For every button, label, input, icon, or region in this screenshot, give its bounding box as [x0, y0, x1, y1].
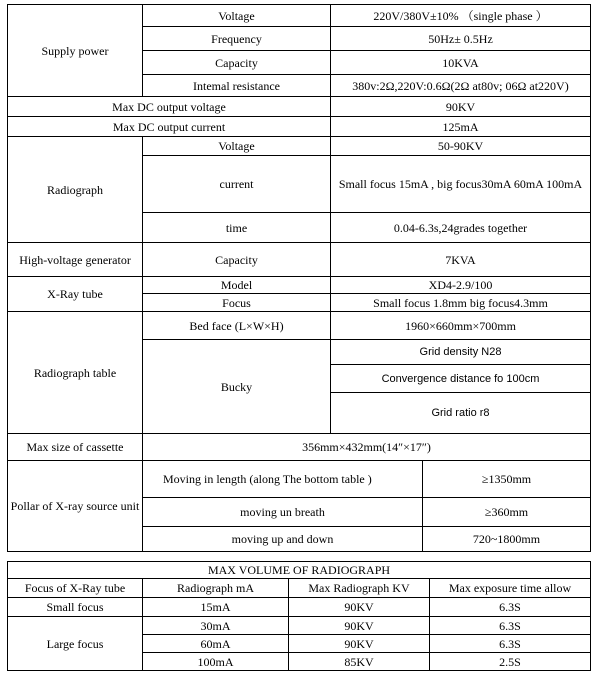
bucky-label: Bucky — [143, 340, 331, 434]
table-cell: 85KV — [289, 653, 430, 671]
table-row — [8, 117, 591, 137]
param-name: Focus — [143, 294, 331, 312]
hv-generator-label: High-voltage generator — [8, 243, 143, 277]
cassette-label: Max size of cassette — [8, 434, 143, 461]
table-row — [8, 617, 591, 635]
table-cell: 6.3S — [430, 598, 591, 617]
max-dc-voltage-value: 90KV — [331, 97, 591, 117]
bed-face-value: 1960×660mm×700mm — [331, 312, 591, 340]
xray-tube-label: X-Ray tube — [8, 277, 143, 312]
table-cell: 100mA — [143, 653, 289, 671]
radiograph-label: Radiograph — [8, 137, 143, 243]
table-row — [8, 277, 591, 294]
table-row — [8, 137, 591, 156]
table-row — [8, 5, 591, 27]
column-header: Focus of X-Ray tube — [8, 579, 143, 598]
table-header-row — [8, 579, 591, 598]
max-volume-table — [7, 561, 591, 671]
table-cell: 6.3S — [430, 617, 591, 635]
table-row — [8, 97, 591, 117]
table-cell: 30mA — [143, 617, 289, 635]
max-dc-current-value: 125mA — [331, 117, 591, 137]
param-value: Small focus 15mA , big focus30mA 60mA 100mA — [331, 156, 591, 213]
max-dc-current-label: Max DC output current — [8, 117, 331, 137]
param-value: 0.04-6.3s,24grades together — [331, 213, 591, 243]
table-row — [8, 312, 591, 340]
column-header: Max Radiograph KV — [289, 579, 430, 598]
table-row — [8, 562, 591, 579]
param-name: time — [143, 213, 331, 243]
column-header: Max exposure time allow — [430, 579, 591, 598]
param-value: ≥1350mm — [423, 461, 591, 498]
param-value: 380v:2Ω,220V:0.6Ω(2Ω at80v; 06Ω at220V) — [331, 75, 591, 97]
bucky-value: Convergence distance fo 100cm — [331, 365, 591, 393]
table-cell: 90KV — [289, 635, 430, 653]
table-cell: 90KV — [289, 617, 430, 635]
param-name: moving un breath — [143, 498, 423, 527]
param-value: 220V/380V±10% （single phase ） — [331, 5, 591, 27]
table-row — [8, 598, 591, 617]
param-name: Model — [143, 277, 331, 294]
radiograph-table-label: Radiograph table — [8, 312, 143, 434]
param-value: XD4-2.9/100 — [331, 277, 591, 294]
param-name: moving up and down — [143, 527, 423, 552]
pollar-label: Pollar of X-ray source unit — [8, 461, 143, 552]
table-cell: 15mA — [143, 598, 289, 617]
bucky-value: Grid ratio r8 — [331, 393, 591, 434]
table-cell: 2.5S — [430, 653, 591, 671]
param-value: Small focus 1.8mm big focus4.3mm — [331, 294, 591, 312]
cassette-value: 356mm×432mm(14″×17″) — [143, 434, 591, 461]
param-name: Capacity — [143, 243, 331, 277]
param-name: Frequency — [143, 27, 331, 51]
table-cell: 90KV — [289, 598, 430, 617]
bucky-value: Grid density N28 — [331, 340, 591, 365]
param-value: 50Hz± 0.5Hz — [331, 27, 591, 51]
table-cell: 60mA — [143, 635, 289, 653]
table-row — [8, 434, 591, 461]
param-value: 10KVA — [331, 51, 591, 75]
max-volume-title: MAX VOLUME OF RADIOGRAPH — [8, 562, 591, 579]
small-focus-label: Small focus — [8, 598, 143, 617]
table-cell: 6.3S — [430, 635, 591, 653]
param-value: ≥360mm — [423, 498, 591, 527]
param-name: Capacity — [143, 51, 331, 75]
param-name: Voltage — [143, 137, 331, 156]
param-name: Moving in length (along The bottom table ) — [143, 461, 423, 498]
bed-face-label: Bed face (L×W×H) — [143, 312, 331, 340]
table-row — [8, 461, 591, 498]
supply-power-label: Supply power — [8, 5, 143, 97]
param-value: 720~1800mm — [423, 527, 591, 552]
large-focus-label: Large focus — [8, 617, 143, 671]
param-value: 50-90KV — [331, 137, 591, 156]
max-dc-voltage-label: Max DC output voltage — [8, 97, 331, 117]
specification-table — [7, 4, 591, 552]
param-value: 7KVA — [331, 243, 591, 277]
column-header: Radiograph mA — [143, 579, 289, 598]
param-name: Intemal resistance — [143, 75, 331, 97]
param-name: Voltage — [143, 5, 331, 27]
param-name: current — [143, 156, 331, 213]
table-row — [8, 243, 591, 277]
